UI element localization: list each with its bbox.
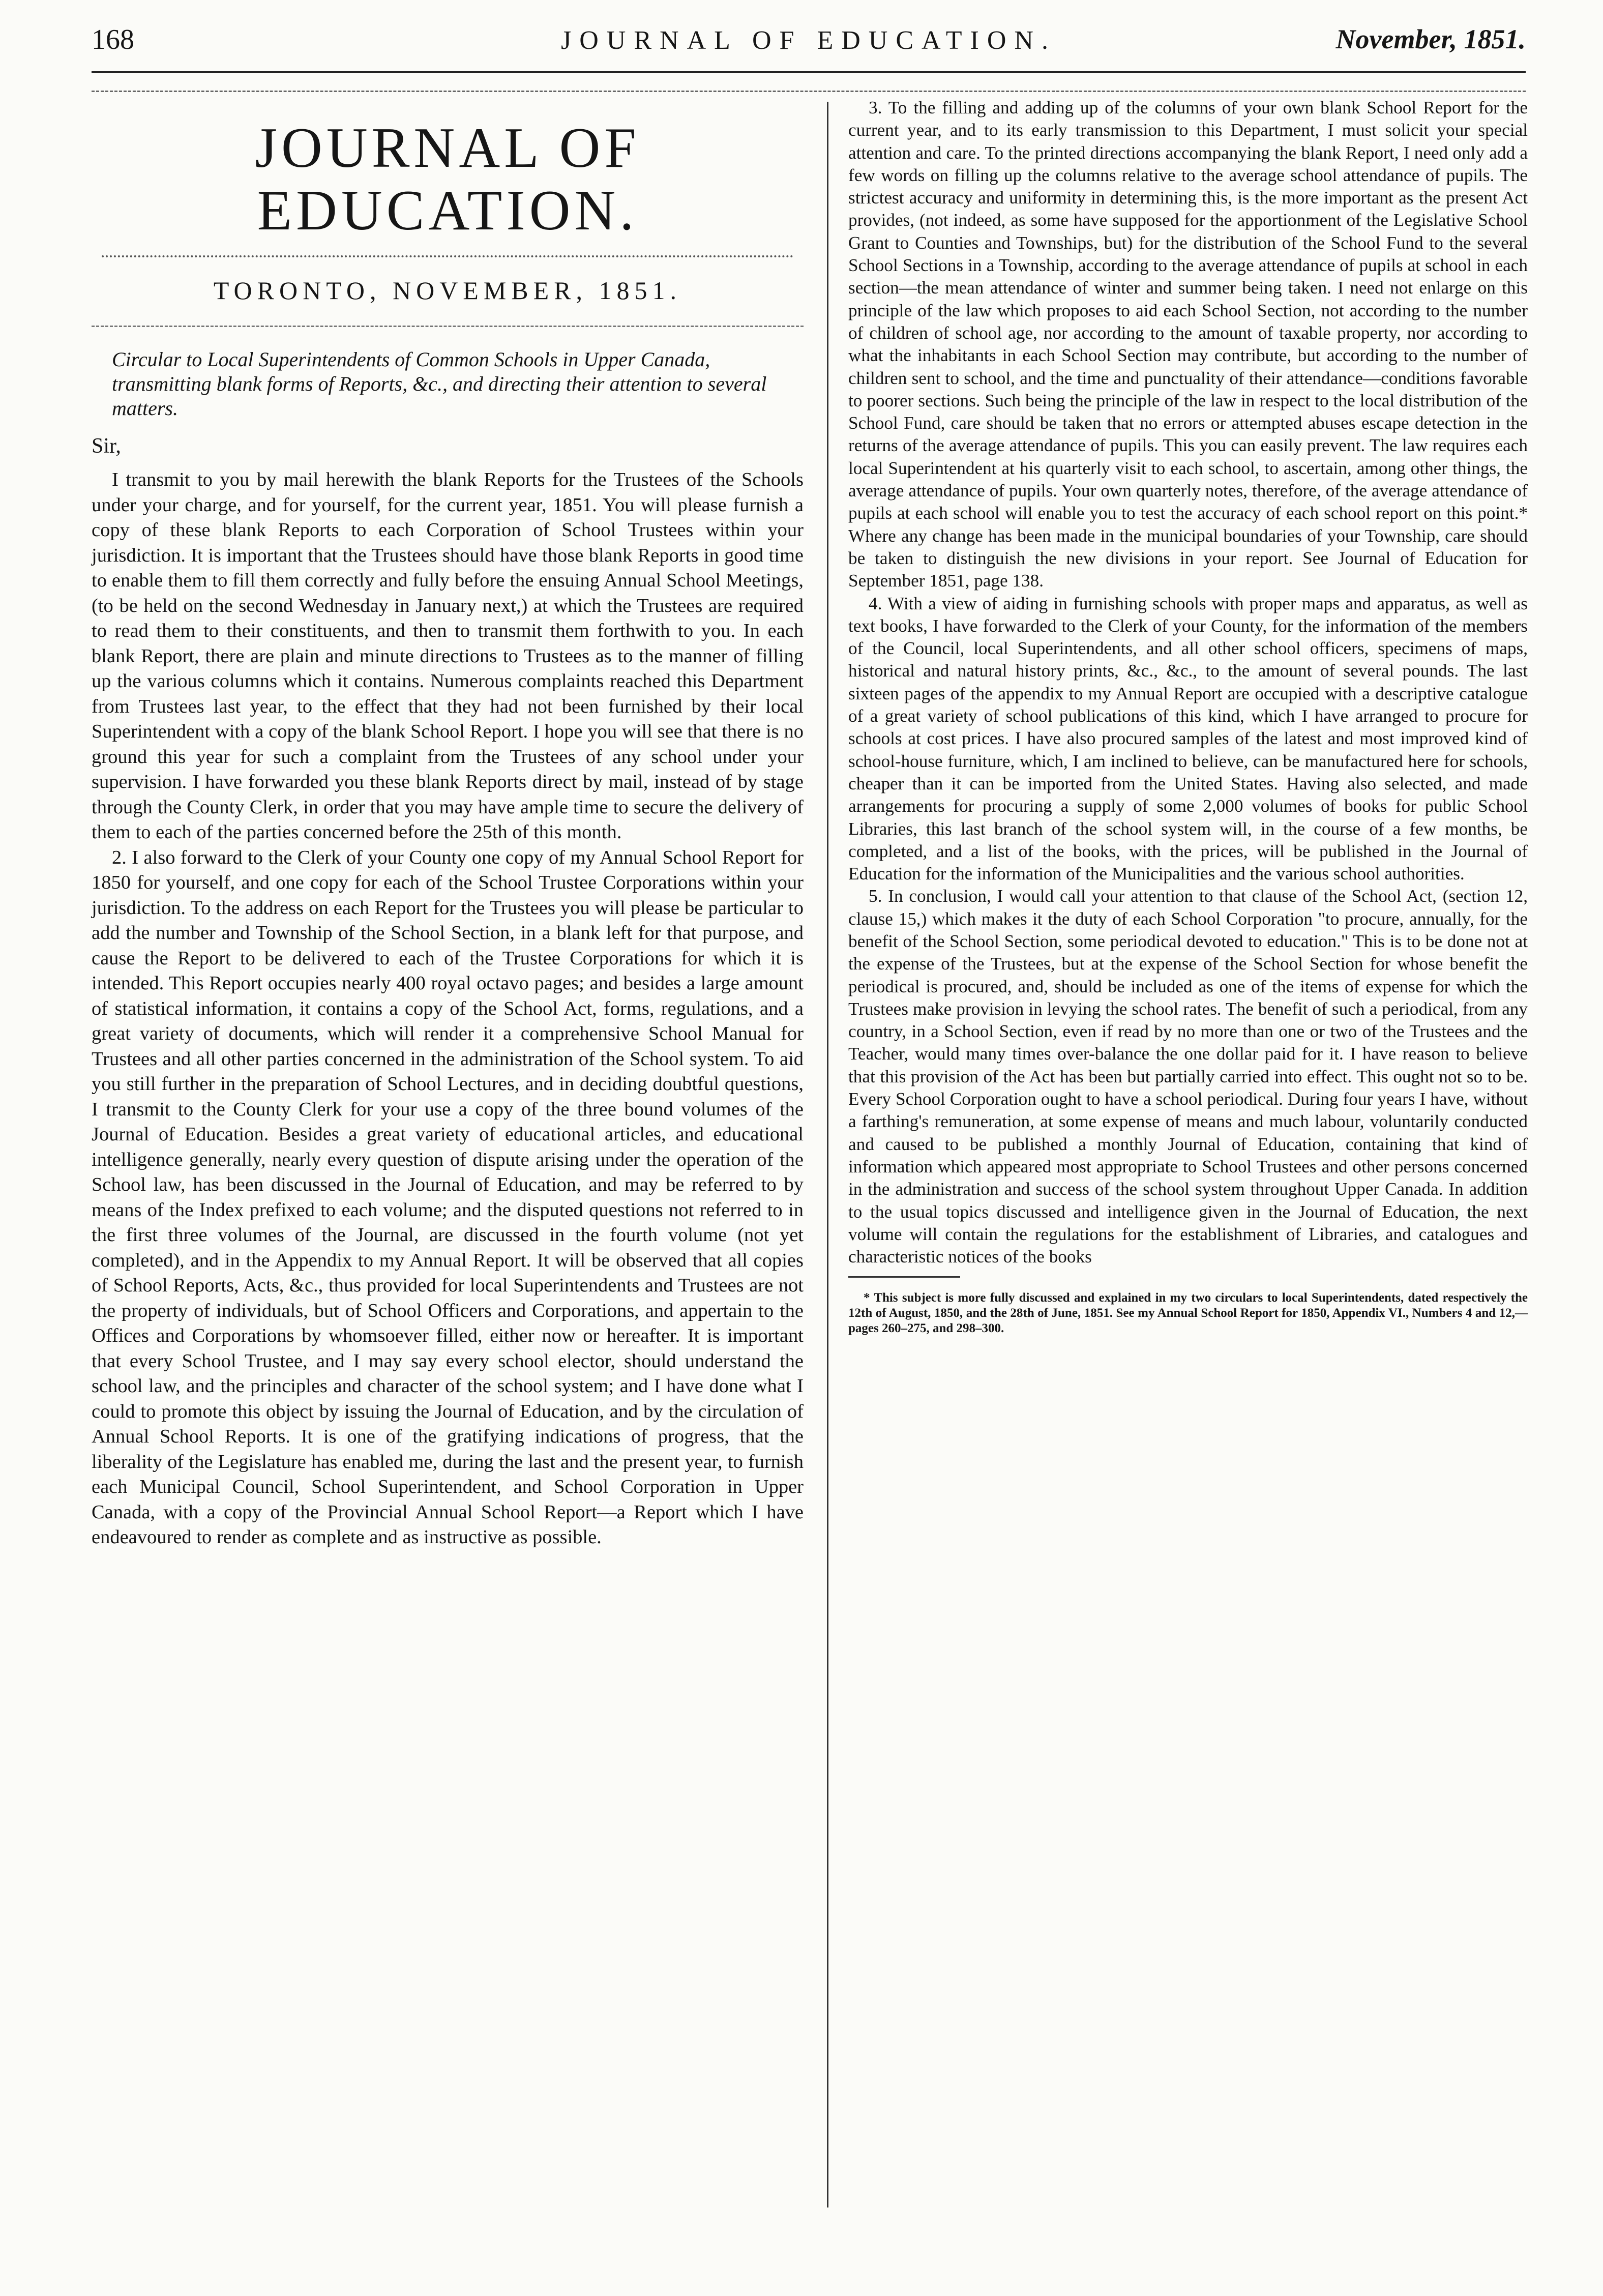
paragraph-1: I transmit to you by mail herewith the blank Reports for the Trustees of the Schools under your charge, and for yourself, for the current year, 1851. You will please furnish a copy of these blank Reports to each Corporation of School Trustees within your jurisdiction. It is important that the Trustees should have those blank Reports in good time to enable them to fill them correctly and fully before the ensuing Annual School Meetings, (to be held on the second Wednesday in January next,) at which the Trustees are required to read them to their constituents, and then to transmit them forthwith to you. In each blank Report, there are plain and minute directions to Trustees as to the manner of filling up the various columns which it contains. Numerous complaints reached this Department from Trustees last year, to the effect that they had not been furnished by their local Superintendent with a copy of the blank School Report. I hope you will see that there is no ground this year for such a complaint from the Trustees of any school under your supervision. I have forwarded you these blank Reports direct by mail, instead of by stage through the County Clerk, in order that you may have ample time to secure the delivery of them to each of the parties concerned before the 25th of this month. [92,469,804,843]
header-dashed-rule [92,91,1526,92]
running-head [92,18,1526,64]
dateline: TORONTO, NOVEMBER, 1851. [213,276,682,305]
paragraph-5: 5. In conclusion, I would call your attention to that clause of the School Act, (section 12, clause 15,) which makes it the duty of each School Corporation "to procure, annually, for the benefit of the School Section, some periodical devoted to education." This is to be done not at the expense of the Trustees, but at the expense of the School Section for whose benefit the periodical is procured, and, should be included as one of the items of expense for which the Trustees make provision in levying the school rates. The benefit of such a periodical, from any country, in a School Section, even if read by no more than one or two of the Trustees and the Teacher, would many times over-balance the one dollar paid for it. I have reason to believe that this provision of the Act has been but partially carried into effect. This ought not so to be. Every School Corporation ought to have a school periodical. During four years I have, without a farthing's remuneration, at some expense of means and much labour, voluntarily conducted and caused to be published a monthly Journal of Education, containing that kind of information which appeared most appropriate to School Trustees and other persons concerned in the administration and success of the school system throughout Upper Canada. In addition to the usual topics discussed and intelligence given in the Journal of Education, the next volume will contain the regulations for the establishment of Libraries, and catalogues and characteristic notices of the books [848,886,1528,1267]
footnote: * This subject is more fully discussed and explained in my two circulars to local Superintendents, dated respectively the 12th of August, 1850, and the 28th of June, 1851. See my Annual School Report for 1850, Appendix VI., Numbers 4 and 12,—pages 260–275, and 298–300. [848,1291,1528,1336]
paragraph-2: 2. I also forward to the Clerk of your County one copy of my Annual School Report for 1850 for yourself, and one copy for each of the School Trustee Corporations within your jurisdiction. To the address on each Report for the Trustees you will please be particular to add the number and Township of the School Section, in a blank left for that purpose, and cause the Report to be delivered to each of the Trustee Corporations for which it is intended. This Report occupies nearly 400 royal octavo pages; and besides a large amount of statistical information, it contains a copy of the School Act, forms, regulations, and a great variety of documents, which will render it a comprehensive School Manual for Trustees and all other parties concerned in the administration of the School system. To aid you still further in the preparation of School Lectures, and in deciding doubtful questions, I transmit to the County Clerk for your use a copy of the three bound volumes of the Journal of Education. Besides a great variety of educational articles, and educational intelligence generally, nearly every question of dispute arising under the operation of the School law, has been discussed in the Journal of Education, and may be referred to by means of the Index prefixed to each volume; and the disputed questions not referred to in the first three volumes of the Journal, are discussed in the fourth volume (not yet completed), and in the Appendix to my Annual Report. It will be observed that all copies of School Reports, Acts, &c., thus provided for local Superintendents and Trustees are not the property of individuals, but of School Officers and Corporations, and appertain to the Offices and Corporations by whomsoever filled, either now or hereafter. It is important that every School Trustee, and I may say every school elector, should understand the school law, and the principles and character of the school system; and I have done what I could to promote this object by issuing the Journal of Education, and by the circulation of Annual School Reports. It is one of the gratifying indications of progress, that the liberality of the Legislature has enabled me, during the last and the present year, to furnish each Municipal Council, School Superintendent, and School Corporation in Upper Canada, with a copy of the Provincial Annual School Report—a Report which I have endeavoured to render as complete and as instructive as possible. [92,846,804,1548]
circular-title: Circular to Local Superintendents of Common Schools in Upper Canada, transmitting blank forms of Reports, &c., and directing their attention to several matters. [112,348,767,420]
footnote-rule [848,1276,960,1278]
header-rule [92,71,1526,73]
page-number: 168 [92,24,134,55]
paragraph-4: 4. With a view of aiding in furnishing schools with proper maps and apparatus, as well as text books, I have forwarded to the Clerk of your County, for the information of the members of the Council, local Superintendents, and all other school officers, specimens of maps, historical and natural history prints, &c., &c., to the amount of several pounds. The last sixteen pages of the appendix to my Annual Report are occupied with a descriptive catalogue of a great variety of school publications of this kind, which I have arranged to procure for schools at cost prices. I have also procured samples of the latest and most improved kind of school-house furniture, which, I am inclined to believe, can be manufactured here for schools, cheaper than it can be imported from the United States. Having also selected, and made arrangements for procuring a supply of some 2,000 volumes of books for public School Libraries, this last branch of the school system will, in the course of a few months, be completed, and a list of the books, with the prices, will be published in the Journal of Education for the information of the Municipalities and the various school authorities. [848,593,1528,884]
right-column [848,97,1528,1349]
salutation: Sir, [92,434,121,458]
column-divider [827,102,828,2207]
running-head-date: November, 1851. [1335,24,1526,54]
masthead-title: JOURNAL OF EDUCATION. [255,116,640,243]
left-column [92,97,804,1550]
paragraph-3: 3. To the filling and adding up of the columns of your own blank School Report for the current year, and to its early transmission to this Department, I must solicit your special attention and care. To the printed directions accompanying the blank Report, I need only add a few words on filling up the columns relative to the average school attendance of pupils. The strictest accuracy and uniformity in determining this, is the more important as the present Act provides, (not indeed, as some have supposed for the apportionment of the Legislative School Grant to Counties and Townships, but) for the distribution of the School Fund to the several School Sections in a Township, according to the average attendance of pupils at school in each section—the mean attendance of winter and summer being taken. I need not enlarge on this principle of the law which proposes to aid each School Section, not according to the number of children of school age, nor according to the amount of taxable property, nor according to what the inhabitants in each School Section may contribute, but according to the number of children sent to school, and the time and punctuality of their attendance—conditions favorable to poorer sections. Such being the principle of the law in respect to the local distribution of the School Fund, care should be taken that no errors or attempted abuses escape detection in the returns of the average attendance of pupils. This you can easily prevent. The law requires each local Superintendent at his quarterly visit to each school, to ascertain, among other things, the average attendance of pupils. Your own quarterly notes, therefore, of the average attendance of pupils at each school will enable you to test the accuracy of each school report on this point.* Where any change has been made in the municipal boundaries of your Township, care should be taken to distinguish the new divisions in your report. See Journal of Education for September 1851, page 138. [848,98,1528,591]
masthead-ornament-rule [102,255,793,257]
running-head-title: JOURNAL OF EDUCATION. [561,26,1056,55]
dateline-rule [92,326,804,327]
